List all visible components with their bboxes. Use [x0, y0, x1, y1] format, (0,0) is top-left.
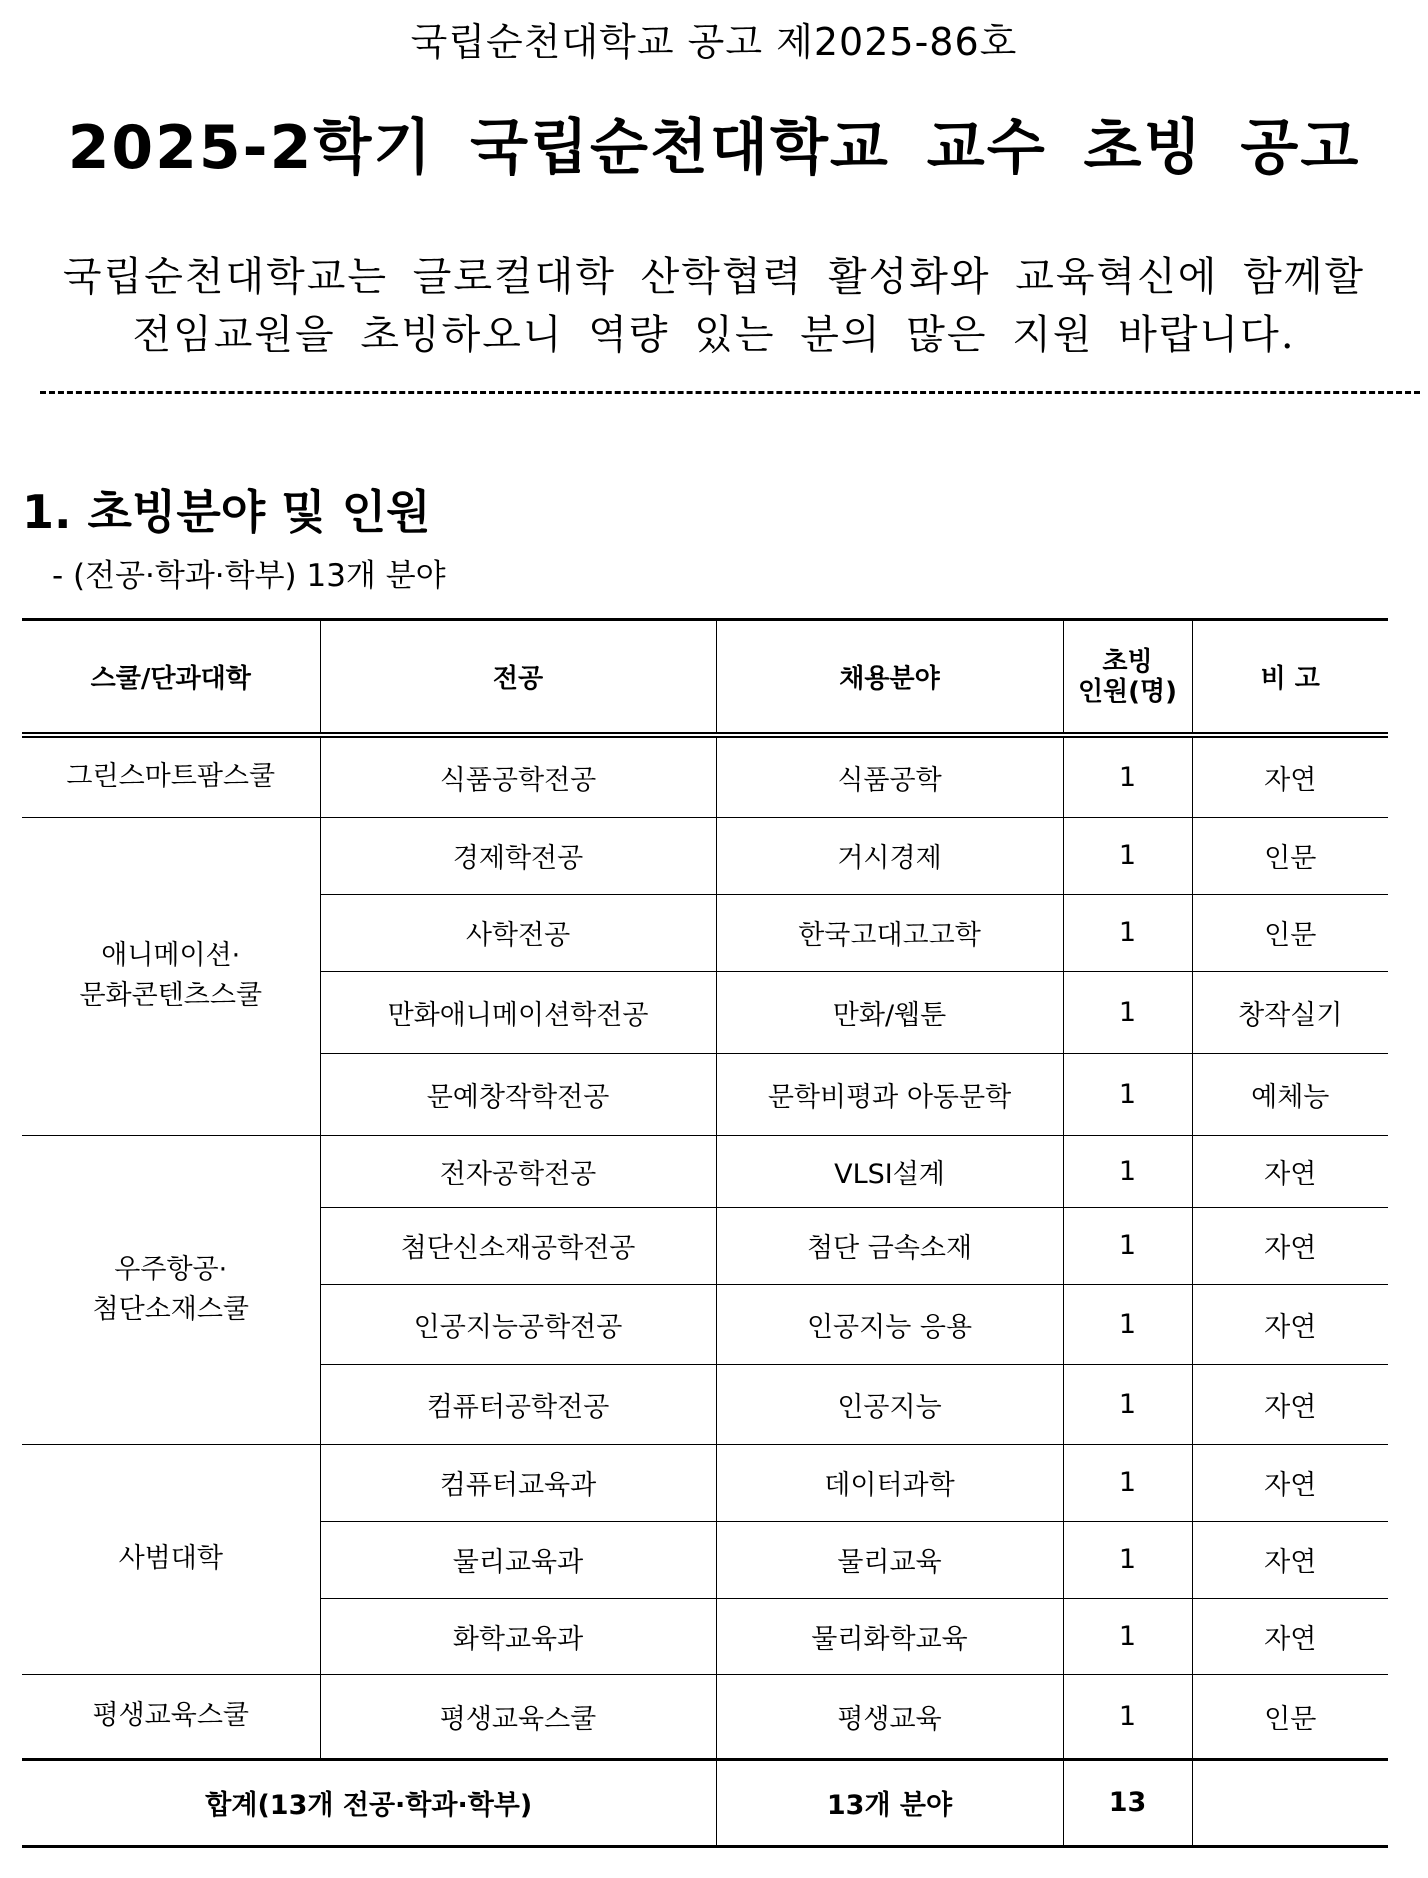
school-name-line: 문화콘텐츠스쿨: [79, 980, 263, 1011]
section-heading: 1. 초빙분야 및 인원: [22, 485, 431, 539]
count-cell: 1: [1063, 1053, 1192, 1135]
count-cell: 1: [1063, 1521, 1192, 1598]
school-cell: [22, 817, 320, 1135]
count-cell: 1: [1063, 735, 1192, 817]
recruitment-table-container: [22, 618, 1388, 1848]
header-major: 전공: [320, 620, 716, 736]
field-cell: 식품공학: [716, 735, 1063, 817]
count-cell: 1: [1063, 1207, 1192, 1284]
major-cell: 식품공학전공: [320, 735, 716, 817]
note-cell: 인문: [1192, 894, 1388, 971]
school-name-line: 첨단소재스쿨: [92, 1293, 249, 1325]
table-row: [22, 1674, 1388, 1759]
note-cell: 자연: [1192, 1135, 1388, 1207]
school-name-line: 평생교육스쿨: [92, 1700, 249, 1731]
field-cell: 첨단 금속소재: [716, 1207, 1063, 1284]
note-cell: 자연: [1192, 1207, 1388, 1284]
intro-paragraph: [0, 248, 1428, 364]
table-total-row: [22, 1759, 1388, 1846]
field-cell: 물리교육: [716, 1521, 1063, 1598]
major-cell: 전자공학전공: [320, 1135, 716, 1207]
dashed-divider: [40, 391, 1420, 394]
major-cell: 만화애니메이션학전공: [320, 971, 716, 1053]
note-cell: 자연: [1192, 1521, 1388, 1598]
count-cell: 1: [1063, 817, 1192, 894]
table-row: [22, 1444, 1388, 1521]
note-cell: 인문: [1192, 817, 1388, 894]
count-cell: 1: [1063, 971, 1192, 1053]
major-cell: 물리교육과: [320, 1521, 716, 1598]
note-cell: 자연: [1192, 735, 1388, 817]
major-cell: 화학교육과: [320, 1598, 716, 1674]
count-cell: 1: [1063, 1135, 1192, 1207]
school-name-line: 그린스마트팜스쿨: [66, 761, 276, 793]
count-cell: 1: [1063, 894, 1192, 971]
total-label: 합계(13개 전공·학과·학부): [22, 1759, 716, 1846]
major-cell: 사학전공: [320, 894, 716, 971]
count-cell: 1: [1063, 1364, 1192, 1444]
note-cell: 자연: [1192, 1364, 1388, 1444]
field-cell: 만화/웹툰: [716, 971, 1063, 1053]
field-cell: 데이터과학: [716, 1444, 1063, 1521]
school-cell: [22, 1674, 320, 1759]
field-cell: 문학비평과 아동문학: [716, 1053, 1063, 1135]
header-count-line2: 인원(명): [1077, 676, 1178, 707]
field-cell: VLSI설계: [716, 1135, 1063, 1207]
header-note: 비 고: [1192, 620, 1388, 736]
intro-line-1: 국립순천대학교는 글로컬대학 산학협력 활성화와 교육혁신에 함께할: [62, 254, 1366, 300]
page-title: 2025-2학기 국립순천대학교 교수 초빙 공고: [67, 113, 1361, 183]
note-cell: 자연: [1192, 1598, 1388, 1674]
count-cell: 1: [1063, 1674, 1192, 1759]
section-subheading: - (전공·학과·학부) 13개 분야: [52, 558, 446, 594]
notice-number: 국립순천대학교 공고 제2025-86호: [410, 20, 1018, 64]
school-cell: [22, 1135, 320, 1444]
major-cell: 컴퓨터공학전공: [320, 1364, 716, 1444]
note-cell: 인문: [1192, 1674, 1388, 1759]
header-field: 채용분야: [716, 620, 1063, 736]
count-cell: 1: [1063, 1284, 1192, 1364]
table-row: [22, 735, 1388, 817]
field-cell: 인공지능 응용: [716, 1284, 1063, 1364]
header-school: 스쿨/단과대학: [22, 620, 320, 736]
intro-line-2: 전임교원을 초빙하오니 역량 있는 분의 많은 지원 바랍니다.: [132, 312, 1296, 358]
total-field: 13개 분야: [716, 1759, 1063, 1846]
field-cell: 인공지능: [716, 1364, 1063, 1444]
school-name-line: 우주항공·: [114, 1253, 228, 1285]
note-cell: 예체능: [1192, 1053, 1388, 1135]
school-name-line: 사범대학: [118, 1543, 223, 1574]
note-cell: 자연: [1192, 1284, 1388, 1364]
count-cell: 1: [1063, 1598, 1192, 1674]
note-cell: 창작실기: [1192, 971, 1388, 1053]
major-cell: 인공지능공학전공: [320, 1284, 716, 1364]
table-body: [22, 735, 1388, 1759]
table-row: [22, 1135, 1388, 1207]
major-cell: 첨단신소재공학전공: [320, 1207, 716, 1284]
school-name-line: 애니메이션·: [101, 940, 241, 971]
field-cell: 물리화학교육: [716, 1598, 1063, 1674]
table-header-row: [22, 620, 1388, 736]
major-cell: 평생교육스쿨: [320, 1674, 716, 1759]
field-cell: 한국고대고고학: [716, 894, 1063, 971]
school-cell: [22, 735, 320, 817]
field-cell: 거시경제: [716, 817, 1063, 894]
count-cell: 1: [1063, 1444, 1192, 1521]
major-cell: 컴퓨터교육과: [320, 1444, 716, 1521]
recruitment-table: [22, 618, 1388, 1848]
note-cell: 자연: [1192, 1444, 1388, 1521]
table-row: [22, 817, 1388, 894]
major-cell: 경제학전공: [320, 817, 716, 894]
header-count: [1063, 620, 1192, 736]
total-note: [1192, 1759, 1388, 1846]
total-count: 13: [1063, 1759, 1192, 1846]
field-cell: 평생교육: [716, 1674, 1063, 1759]
header-count-line1: 초빙: [1102, 646, 1153, 677]
school-cell: [22, 1444, 320, 1674]
major-cell: 문예창작학전공: [320, 1053, 716, 1135]
